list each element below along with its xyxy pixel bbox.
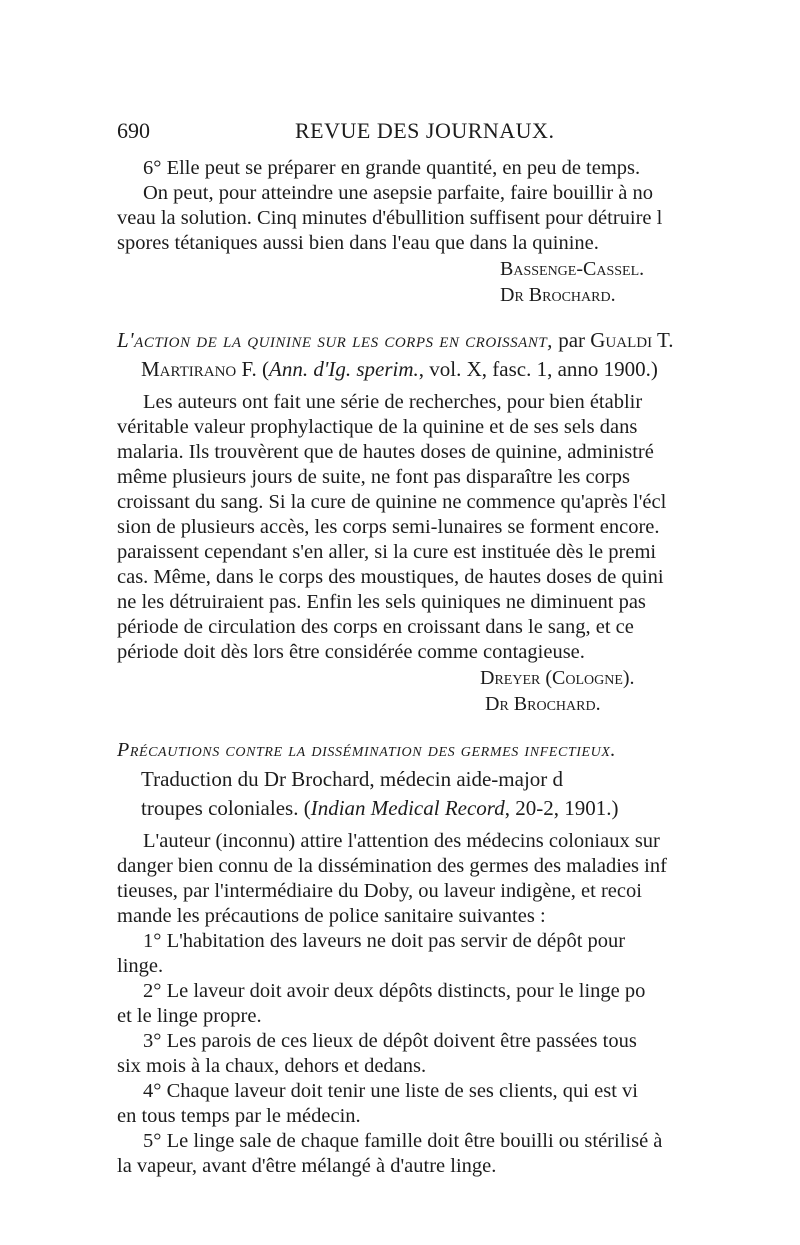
list-item: 1° L'habitation des laveurs ne doit pas servir de dépôt pour — [143, 930, 626, 952]
text-line: L'auteur (inconnu) attire l'attention des médecins coloniaux sur — [143, 830, 660, 852]
text-line: paraissent cependant s'en aller, si la cure est instituée dès le premi — [117, 541, 657, 563]
text-line: danger bien connu de la dissémination des germes des maladies inf — [117, 855, 667, 877]
article-title-main: Précautions contre la dissémination des germes infectieux. — [117, 739, 617, 761]
article-title — [117, 735, 670, 765]
text-line: même plusieurs jours de suite, ne font pas disparaître les corps — [117, 466, 630, 488]
text-line: malaria. Ils trouvèrent que de hautes doses de quinine, administré — [117, 441, 654, 463]
list-item: 2° Le laveur doit avoir deux dépôts distincts, pour le linge po — [143, 980, 646, 1002]
signature-translator: Dr Brochard. — [500, 284, 616, 306]
text-line: véritable valeur prophylactique de la quinine et de ses sels dans — [117, 416, 638, 438]
text-line: sion de plusieurs accès, les corps semi-lunaires se forment encore. — [117, 516, 660, 538]
text-line: cas. Même, dans le corps des moustiques, de hautes doses de quini — [117, 566, 664, 588]
text-line: période doit dès lors être considérée comme contagieuse. — [117, 641, 585, 663]
text-line: période de circulation des corps en croissant dans le sang, et ce — [117, 616, 634, 638]
signature-author: Bassenge-Cassel. — [500, 258, 645, 280]
article-reference — [141, 794, 670, 823]
text-line: en tous temps par le médecin. — [117, 1105, 361, 1127]
reference-open: troupes coloniales. ( — [141, 796, 311, 820]
text-line: tieuses, par l'intermédiaire du Doby, ou laveur indigène, et recoi — [117, 880, 642, 902]
article-authors: Gualdi T. — [590, 328, 674, 352]
list-item: 5° Le linge sale de chaque famille doit être bouilli ou stérilisé à — [143, 1130, 663, 1152]
page-header — [117, 118, 677, 148]
article-reference — [141, 355, 670, 384]
reference-details: , 20-2, 1901.) — [504, 796, 619, 820]
section-precautions — [117, 735, 670, 1179]
section-quinine-action — [117, 326, 674, 717]
text-line: mande les précautions de police sanitaire suivantes : — [117, 905, 546, 927]
article-title-by: par — [552, 328, 591, 352]
article-title — [117, 326, 674, 355]
reference-details: , vol. X, fasc. 1, anno 1900.) — [418, 357, 658, 381]
text-line: six mois à la chaux, dehors et dedans. — [117, 1055, 427, 1077]
text-line: veau la solution. Cinq minutes d'ébullition suffisent pour détruire l — [117, 207, 663, 229]
text-line: linge. — [117, 955, 164, 977]
text-line: ne les détruiraient pas. Enfin les sels quiniques ne diminuent pas — [117, 591, 646, 613]
text-line: la vapeur, avant d'être mélangé à d'autre linge. — [117, 1155, 497, 1177]
page-number: 690 — [117, 118, 150, 143]
running-head: REVUE DES JOURNAUX. — [295, 118, 555, 143]
list-item: 3° Les parois de ces lieux de dépôt doivent être passées tous — [143, 1030, 637, 1052]
section-quinine-solution — [117, 156, 670, 308]
text-line: On peut, pour atteindre une asepsie parfaite, faire bouillir à no — [143, 182, 654, 204]
article-body — [117, 829, 670, 1179]
article-title-main: L'action de la quinine sur les corps en croissant, — [117, 328, 553, 352]
text-line: spores tétaniques aussi bien dans l'eau que dans la quinine. — [117, 232, 599, 254]
text-line: 6° Elle peut se préparer en grande quantité, en peu de temps. — [143, 157, 641, 179]
journal-name: Indian Medical Record — [310, 796, 505, 820]
article-authors-2: Martirano F. — [141, 357, 257, 381]
text-line: Les auteurs ont fait une série de recherches, pour bien établir — [143, 391, 643, 413]
signature-author: Dreyer (Cologne). — [480, 667, 635, 689]
signature-translator: Dr Brochard. — [485, 693, 601, 715]
reference-open: ( — [256, 357, 270, 381]
text-line: et le linge propre. — [117, 1005, 262, 1027]
journal-name: Ann. d'Ig. sperim. — [269, 357, 419, 381]
article-body — [117, 390, 670, 665]
text-line: croissant du sang. Si la cure de quinine ne commence qu'après l'écl — [117, 491, 667, 513]
list-item: 4° Chaque laveur doit tenir une liste de ses clients, qui est vi — [143, 1080, 638, 1102]
article-translation-note: Traduction du Dr Brochard, médecin aide-major d — [141, 767, 564, 791]
